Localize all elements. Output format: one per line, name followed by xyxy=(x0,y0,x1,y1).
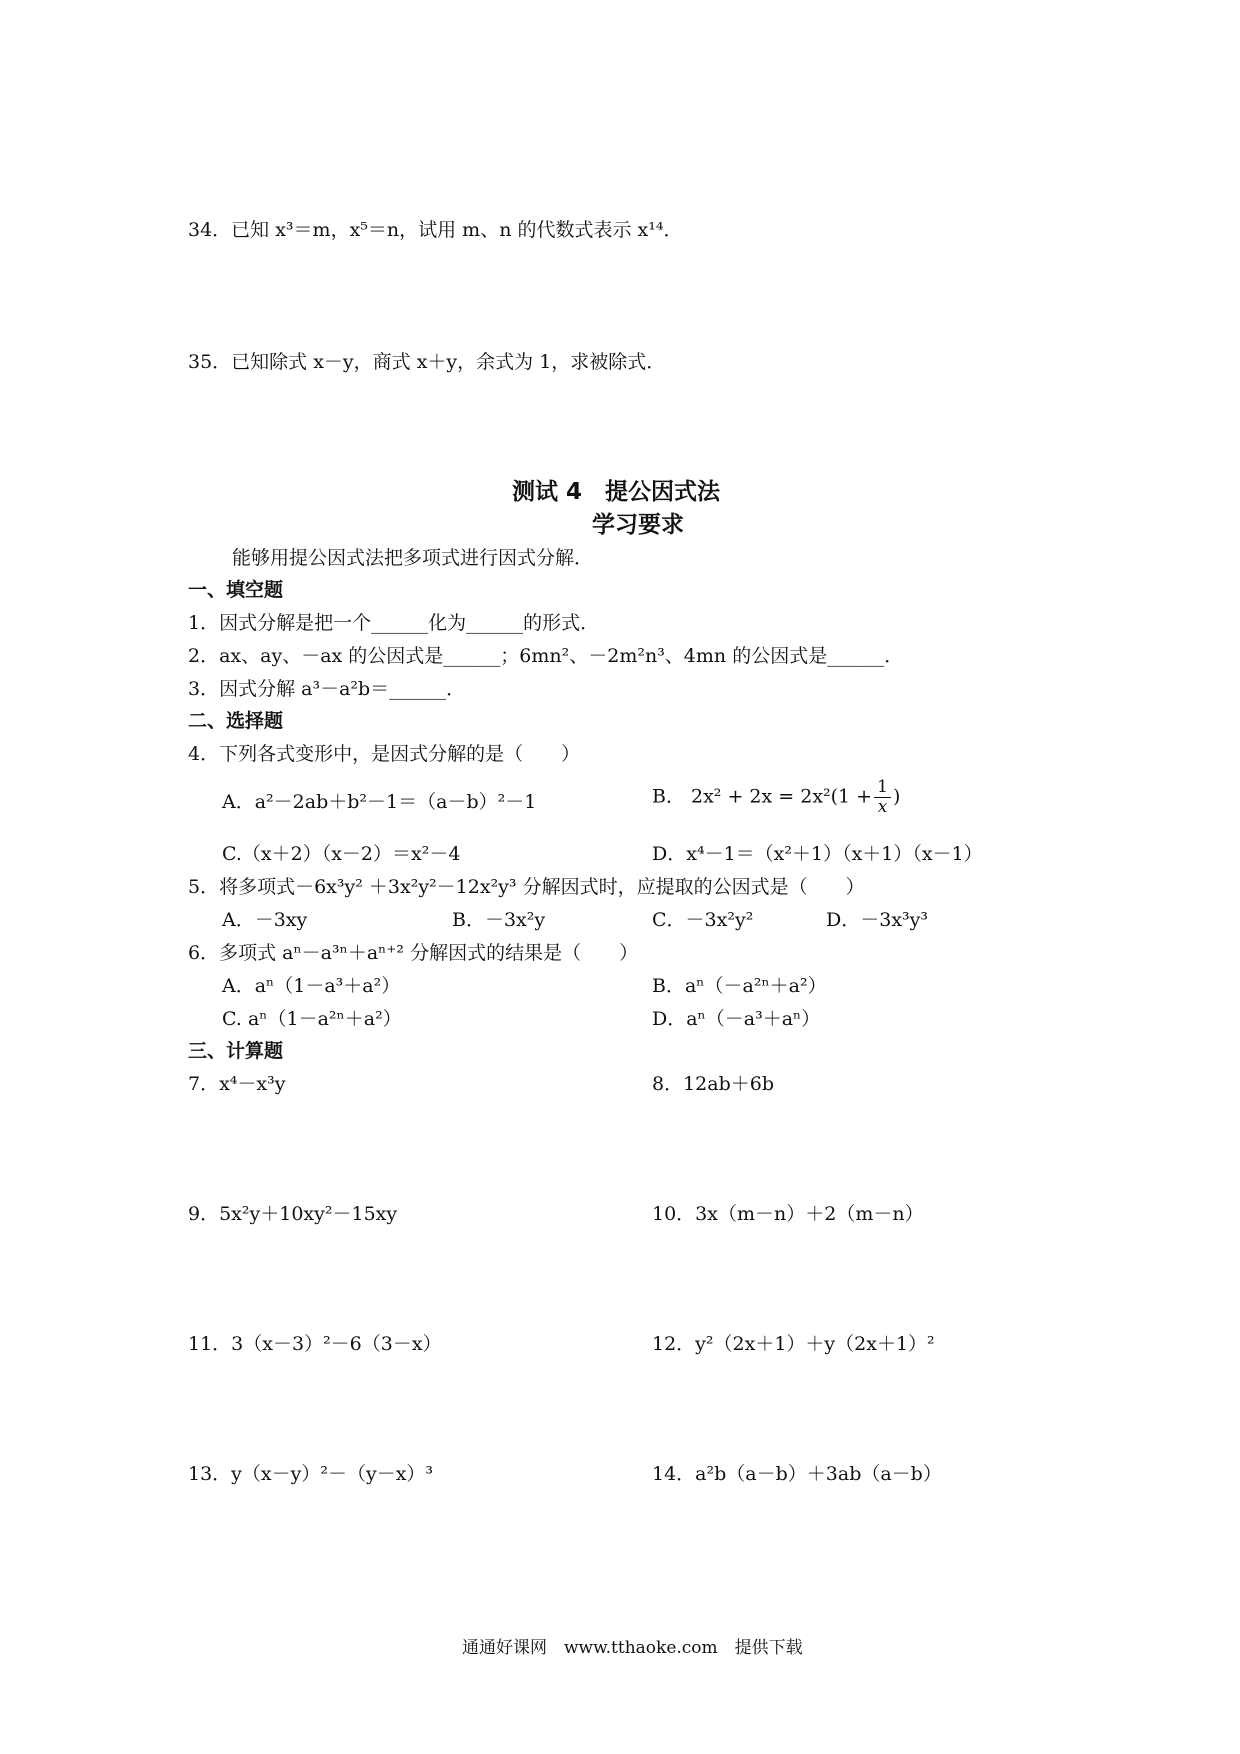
calc-heading: 三、计算题 xyxy=(188,1040,284,1062)
question-9: 9．5x²y＋10xy²－15xy xyxy=(188,1203,398,1225)
problem-35: 35．已知除式 x－y，商式 x＋y，余式为 1，求被除式． xyxy=(188,351,666,373)
fill-blank-heading: 一、填空题 xyxy=(188,579,284,601)
question-6-stem: 6．多项式 aⁿ－a³ⁿ＋aⁿ⁺² 分解因式的结果是（ ） xyxy=(188,942,639,964)
question-4-stem: 4．下列各式变形中，是因式分解的是（ ） xyxy=(188,743,581,765)
question-5-option-a: A．－3xy xyxy=(222,909,308,931)
option-b-suffix: ) xyxy=(892,785,901,808)
question-6-option-b: B．aⁿ（－a²ⁿ＋a²） xyxy=(652,975,827,997)
page-footer: 通通好课网 www.tthaoke.com 提供下载 xyxy=(462,1638,803,1658)
question-6-option-d: D．aⁿ（－a³＋aⁿ） xyxy=(652,1008,821,1030)
question-6-option-a: A．aⁿ（1－a³＋a²） xyxy=(222,975,401,997)
fraction-numerator: 1 xyxy=(874,778,891,798)
question-4-option-b xyxy=(652,778,900,817)
fraction-denominator: x xyxy=(877,797,888,817)
problem-34: 34．已知 x³＝m，x⁵＝n，试用 m、n 的代数式表示 x¹⁴． xyxy=(188,219,683,241)
question-10: 10．3x（m－n）＋2（m－n） xyxy=(652,1203,924,1225)
option-b-prefix: B． 2x² + 2x = 2x²(1 + xyxy=(652,785,873,808)
question-2: 2．ax、ay、－ax 的公因式是______；6mn²、－2m²n³、4mn 的公因式是______． xyxy=(188,645,904,667)
question-4-option-c: C.（x＋2）（x－2）＝x²－4 xyxy=(222,843,461,865)
question-1: 1．因式分解是把一个______化为______的形式． xyxy=(188,612,600,634)
question-5-stem: 5．将多项式－6x³y² ＋3x²y²－12x²y³ 分解因式时，应提取的公因式是（ ） xyxy=(188,876,865,898)
section-subtitle: 学习要求 xyxy=(592,512,684,538)
choice-heading: 二、选择题 xyxy=(188,710,284,732)
question-4-option-a: A．a²－2ab＋b²－1＝（a－b）²－1 xyxy=(222,791,537,813)
question-6-option-c: C. aⁿ（1－a²ⁿ＋a²） xyxy=(222,1008,402,1030)
question-7: 7．x⁴－x³y xyxy=(188,1073,286,1095)
question-12: 12．y²（2x＋1）＋y（2x＋1）² xyxy=(652,1333,935,1355)
question-5-option-b: B．－3x²y xyxy=(452,909,546,931)
question-5-option-c: C．－3x²y² xyxy=(652,909,754,931)
question-4-option-d: D．x⁴－1＝（x²＋1）（x＋1）（x－1） xyxy=(652,843,983,865)
question-8: 8．12ab＋6b xyxy=(652,1073,775,1095)
question-5-option-d: D．－3x³y³ xyxy=(826,909,929,931)
question-11: 11．3（x－3）²－6（3－x） xyxy=(188,1333,442,1355)
question-13: 13．y（x－y）²－（y－x）³ xyxy=(188,1463,434,1485)
question-3: 3．因式分解 a³－a²b＝______． xyxy=(188,678,466,700)
fraction-one-over-x xyxy=(874,778,891,817)
learning-requirement: 能够用提公因式法把多项式进行因式分解． xyxy=(232,547,594,569)
question-14: 14．a²b（a－b）＋3ab（a－b） xyxy=(652,1463,942,1485)
section-title: 测试 4 提公因式法 xyxy=(512,479,721,505)
